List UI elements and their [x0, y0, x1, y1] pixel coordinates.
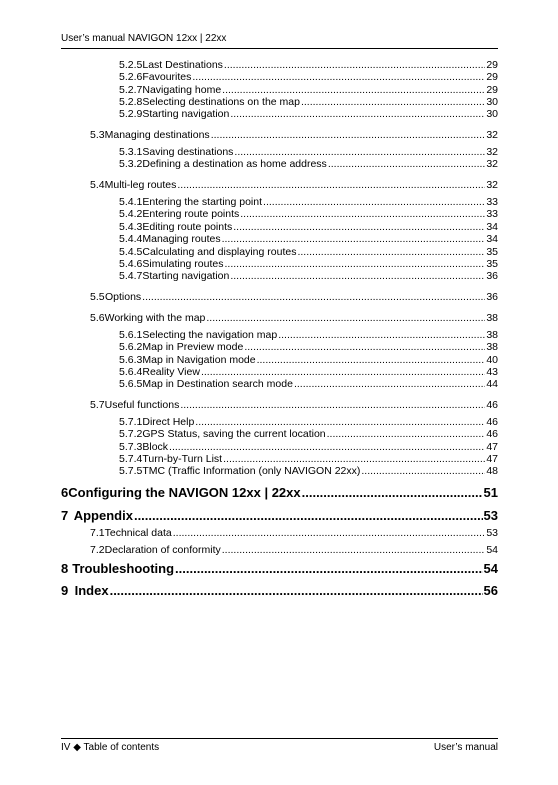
toc-entry[interactable] — [119, 196, 498, 208]
toc-leader-dots — [257, 354, 486, 366]
toc-entry-page: 32 — [486, 179, 498, 191]
toc-entry-page: 56 — [483, 583, 498, 598]
toc-entry-title: Map in Destination search mode — [142, 378, 293, 390]
toc-entry-title: Appendix — [73, 508, 133, 523]
toc-entry-title: Last Destinations — [142, 59, 223, 71]
toc-entry-title: Starting navigation — [142, 108, 230, 120]
toc-entry-page: 33 — [486, 196, 498, 208]
toc-entry-title: Managing destinations — [104, 129, 210, 141]
toc-entry[interactable] — [119, 354, 498, 366]
toc-entry-title: Turn-by-Turn List — [142, 453, 223, 465]
toc-entry-page: 38 — [486, 312, 498, 324]
toc-leader-dots — [173, 527, 486, 539]
toc-entry-number: 6 — [61, 485, 69, 500]
toc-entry-page: 30 — [486, 108, 498, 120]
toc-entry[interactable] — [90, 291, 498, 303]
toc-leader-dots — [240, 208, 485, 220]
toc-entry-page: 40 — [486, 354, 498, 366]
toc-entry-page: 32 — [486, 158, 498, 170]
toc-entry-number: 5.2.7 — [119, 84, 143, 96]
toc-entry-number: 7.1 — [90, 527, 105, 539]
toc-entry-title: Navigating home — [142, 84, 222, 96]
toc-entry-title: Direct Help — [142, 416, 195, 428]
toc-entry-number: 5.6.5 — [119, 378, 143, 390]
toc-entry-title: Starting navigation — [142, 270, 230, 282]
toc-entry-number: 5.4.6 — [119, 258, 143, 270]
toc-entry-title: Entering route points — [142, 208, 240, 220]
toc-entry-title: TMC (Traffic Information (only NAVIGON 22xx) — [142, 465, 361, 477]
toc-entry-page: 53 — [483, 508, 498, 523]
toc-entry-page: 33 — [486, 208, 498, 220]
toc-leader-dots — [142, 291, 485, 303]
toc-leader-dots — [169, 441, 485, 453]
toc-leader-dots — [206, 312, 485, 324]
toc-entry-title: Declaration of conformity — [104, 544, 221, 556]
toc-entry-title: Configuring the NAVIGON 12xx | 22xx — [68, 485, 301, 500]
toc-entry-title: Map in Preview mode — [142, 341, 244, 353]
toc-entry-number: 5.7.1 — [119, 416, 143, 428]
toc-leader-dots — [195, 416, 485, 428]
toc-entry-title: Selecting destinations on the map — [142, 96, 300, 108]
toc-entry-title: Reality View — [142, 366, 200, 378]
toc-entry-number: 7 — [61, 508, 69, 523]
toc-leader-dots — [223, 453, 485, 465]
toc-entry[interactable] — [90, 544, 498, 556]
toc-entry-number: 5.7.5 — [119, 465, 143, 477]
toc-entry[interactable] — [61, 508, 498, 523]
toc-leader-dots — [201, 366, 485, 378]
toc-entry[interactable] — [119, 378, 498, 390]
toc-entry-title: Technical data — [104, 527, 172, 539]
toc-entry[interactable] — [90, 179, 498, 191]
toc-entry-page: 36 — [486, 291, 498, 303]
toc-entry[interactable] — [90, 399, 498, 411]
toc-entry-number: 5.5 — [90, 291, 105, 303]
toc-leader-dots — [233, 221, 485, 233]
toc-entry[interactable] — [119, 428, 498, 440]
toc-entry-number: 5.3.2 — [119, 158, 143, 170]
toc-entry-title: Defining a destination as home address — [142, 158, 327, 170]
toc-entry-page: 51 — [483, 485, 498, 500]
toc-entry[interactable] — [119, 465, 498, 477]
toc-entry[interactable] — [119, 59, 498, 71]
toc-entry-page: 54 — [486, 544, 498, 556]
toc-leader-dots — [294, 378, 485, 390]
toc-entry-title: Calculating and displaying routes — [142, 246, 297, 258]
toc-entry-page: 48 — [486, 465, 498, 477]
toc-leader-dots — [222, 233, 486, 245]
toc-entry-page: 47 — [486, 441, 498, 453]
toc-entry-page: 35 — [486, 246, 498, 258]
toc-entry-page: 32 — [486, 129, 498, 141]
toc-entry-number: 5.4.7 — [119, 270, 143, 282]
toc-entry-number: 5.6.1 — [119, 329, 143, 341]
toc-entry-number: 5.7.2 — [119, 428, 143, 440]
toc-leader-dots — [224, 59, 485, 71]
toc-entry-title: Favourites — [142, 71, 192, 83]
toc-entry[interactable] — [119, 84, 498, 96]
toc-entry-number: 5.4.2 — [119, 208, 143, 220]
toc-entry-page: 38 — [486, 341, 498, 353]
toc-entry-title: Multi-leg routes — [104, 179, 177, 191]
toc-entry-number: 5.2.9 — [119, 108, 143, 120]
toc-entry[interactable] — [119, 158, 498, 170]
toc-entry[interactable] — [119, 416, 498, 428]
toc-entry-page: 46 — [486, 416, 498, 428]
toc-entry[interactable] — [61, 485, 498, 500]
toc-entry[interactable] — [90, 527, 498, 539]
toc-entry[interactable] — [119, 233, 498, 245]
header-title: User’s manual NAVIGON 12xx | 22xx — [61, 33, 227, 44]
toc-entry-page: 29 — [486, 71, 498, 83]
toc-entry[interactable] — [61, 583, 498, 598]
toc-entry-page: 30 — [486, 96, 498, 108]
toc-entry-title: Simulating routes — [142, 258, 224, 270]
toc-leader-dots — [328, 158, 486, 170]
toc-entry-title: Block — [142, 441, 169, 453]
toc-entry-number: 5.4.5 — [119, 246, 143, 258]
toc-entry[interactable] — [119, 246, 498, 258]
toc-entry-page: 38 — [486, 329, 498, 341]
toc-entry-page: 29 — [486, 59, 498, 71]
toc-leader-dots — [301, 96, 485, 108]
toc-entry-title: Troubleshooting — [72, 561, 175, 576]
toc-entry-number: 8 — [61, 561, 69, 576]
toc-entry-title: Saving destinations — [142, 146, 234, 158]
toc-leader-dots — [234, 146, 485, 158]
toc-leader-dots — [177, 179, 485, 191]
toc-entry-number: 5.7.3 — [119, 441, 143, 453]
toc-entry-number: 5.7.4 — [119, 453, 143, 465]
toc-entry[interactable] — [90, 129, 498, 141]
toc-entry-title: Managing routes — [142, 233, 221, 245]
toc-leader-dots — [230, 270, 485, 282]
toc-entry-page: 53 — [486, 527, 498, 539]
toc-entry-title: Selecting the navigation map — [142, 329, 278, 341]
toc-leader-dots — [361, 465, 485, 477]
toc-entry[interactable] — [119, 96, 498, 108]
toc-entry-title: Options — [104, 291, 142, 303]
page-footer — [61, 738, 498, 754]
toc-leader-dots — [278, 329, 485, 341]
toc-leader-dots — [297, 246, 485, 258]
toc-entry-title: Working with the map — [104, 312, 206, 324]
toc-entry[interactable] — [119, 258, 498, 270]
toc-leader-dots — [134, 508, 483, 523]
toc-entry-page: 34 — [486, 233, 498, 245]
toc-entry[interactable] — [119, 270, 498, 282]
toc-entry-number: 5.3.1 — [119, 146, 143, 158]
toc-leader-dots — [180, 399, 485, 411]
page-header — [61, 33, 498, 49]
toc-entry[interactable] — [119, 341, 498, 353]
toc-entry[interactable] — [119, 71, 498, 83]
toc-entry[interactable] — [119, 146, 498, 158]
toc-entry-title: Index — [74, 583, 109, 598]
toc-leader-dots — [263, 196, 485, 208]
toc-entry-number: 9 — [61, 583, 69, 598]
toc-leader-dots — [222, 544, 486, 556]
toc-leader-dots — [327, 428, 486, 440]
toc-entry-number: 5.4.1 — [119, 196, 143, 208]
toc-entry-number: 5.6.2 — [119, 341, 143, 353]
toc-entry[interactable] — [119, 208, 498, 220]
toc-entry-number: 5.2.8 — [119, 96, 143, 108]
toc-entry[interactable] — [119, 453, 498, 465]
footer-left: IV ◆ Table of contents — [61, 742, 160, 753]
toc-leader-dots — [211, 129, 486, 141]
toc-entry[interactable] — [90, 312, 498, 324]
toc-entry-number: 5.2.6 — [119, 71, 143, 83]
toc-entry[interactable] — [119, 108, 498, 120]
toc-leader-dots — [110, 583, 483, 598]
toc-entry-page: 34 — [486, 221, 498, 233]
toc-entry-number: 5.7 — [90, 399, 105, 411]
toc-leader-dots — [175, 561, 482, 576]
toc-entry-number: 5.4.3 — [119, 221, 143, 233]
toc-leader-dots — [230, 108, 485, 120]
toc-entry-number: 5.4 — [90, 179, 105, 191]
toc-entry[interactable] — [61, 561, 498, 576]
toc-entry-page: 35 — [486, 258, 498, 270]
toc-entry-number: 5.4.4 — [119, 233, 143, 245]
toc-entry-number: 5.6.3 — [119, 354, 143, 366]
footer-right: User’s manual — [433, 742, 498, 753]
toc-entry-page: 29 — [486, 84, 498, 96]
toc-entry-page: 36 — [486, 270, 498, 282]
toc-leader-dots — [222, 84, 485, 96]
toc-entry-page: 44 — [486, 378, 498, 390]
toc-entry-page: 43 — [486, 366, 498, 378]
toc-leader-dots — [224, 258, 485, 270]
toc-entry-title: Useful functions — [104, 399, 180, 411]
toc-entry[interactable] — [119, 221, 498, 233]
toc-entry-title: Entering the starting point — [142, 196, 263, 208]
toc-entry-number: 5.6.4 — [119, 366, 143, 378]
toc-entry-page: 46 — [486, 399, 498, 411]
toc-entry-page: 46 — [486, 428, 498, 440]
toc-entry[interactable] — [119, 366, 498, 378]
toc-entry-number: 5.2.5 — [119, 59, 143, 71]
toc-leader-dots — [302, 485, 483, 500]
toc-entry-number: 5.3 — [90, 129, 105, 141]
toc-entry-page: 47 — [486, 453, 498, 465]
toc-entry-number: 5.6 — [90, 312, 105, 324]
toc-entry-number: 7.2 — [90, 544, 105, 556]
toc-entry-title: Map in Navigation mode — [142, 354, 256, 366]
toc-entry-page: 32 — [486, 146, 498, 158]
toc-entry-page: 54 — [483, 561, 498, 576]
toc-entry-title: Editing route points — [142, 221, 233, 233]
toc-entry[interactable] — [119, 329, 498, 341]
toc-leader-dots — [192, 71, 485, 83]
toc-leader-dots — [244, 341, 485, 353]
toc-entry-title: GPS Status, saving the current location — [142, 428, 326, 440]
toc-entry[interactable] — [119, 441, 498, 453]
